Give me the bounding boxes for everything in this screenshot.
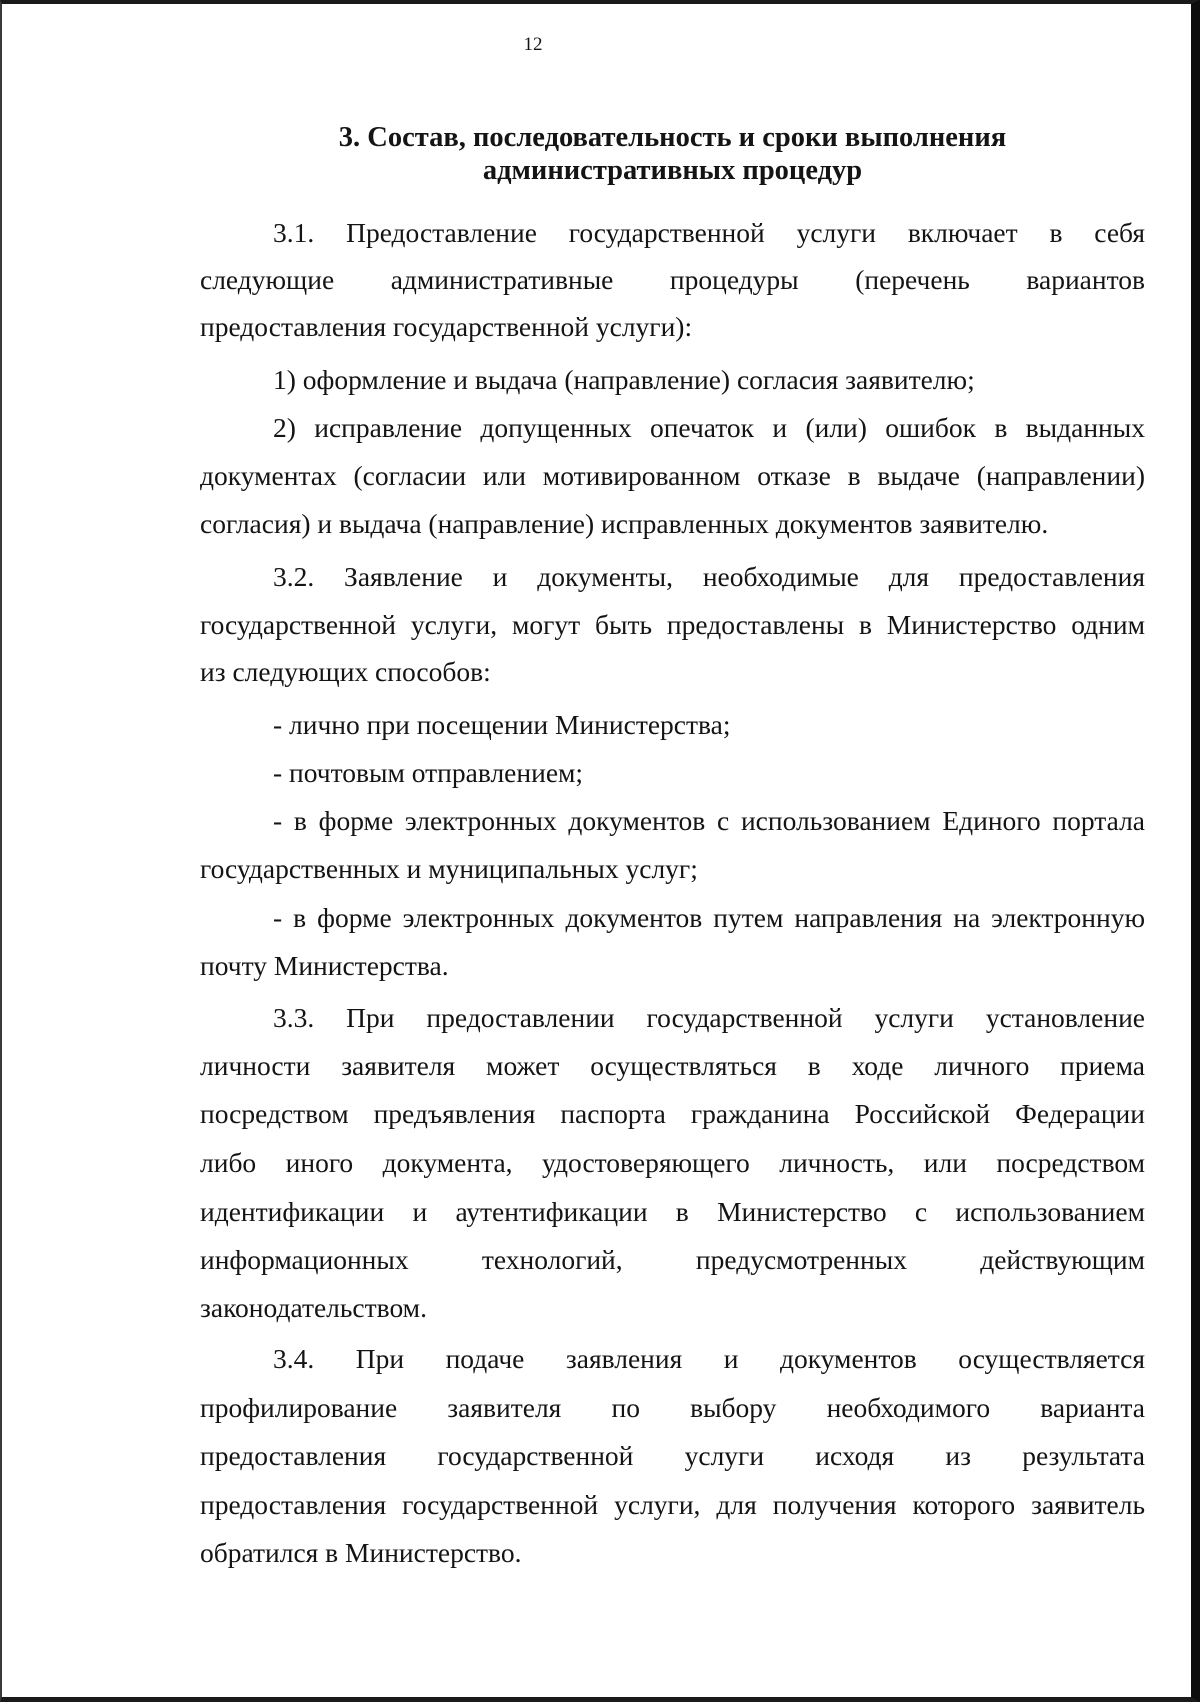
section-title-line-2: административных процедур [482,155,863,186]
paragraph-3-2-line: государственной услуги, могут быть предоставлены в Министерство одним [200,609,1145,640]
paragraph-3-4-line: 3.4. При подаче заявления и документов осуществляется [273,1343,1145,1374]
submission-way-1-line: - лично при посещении Министерства; [273,709,731,740]
paragraph-3-1-line: предоставления государственной услуги): [200,311,693,342]
section-title-line-1: 3. Состав, последовательность и сроки выполнения [338,122,1007,153]
paragraph-3-3-line: либо иного документа, удостоверяющего личность, или посредством [200,1147,1145,1178]
submission-way-2-line: - почтовым отправлением; [273,757,584,788]
submission-way-3-line: - в форме электронных документов с использованием Единого портала [273,805,1145,836]
paragraph-3-3-line: посредством предъявления паспорта гражданина Российской Федерации [200,1098,1145,1129]
list-item-2-line: согласия) и выдача (направление) исправленных документов заявителю. [200,508,1049,539]
document-page [200,4,1145,1706]
paragraph-3-4-line: профилирование заявителя по выбору необходимого варианта [200,1392,1145,1423]
paragraph-3-3-line: 3.3. При предоставлении государственной услуги установление [273,1002,1145,1033]
paragraph-3-3-line: личности заявителя может осуществляться в ходе личного приема [200,1050,1145,1081]
submission-way-3-line: государственных и муниципальных услуг; [200,853,698,884]
paragraph-3-4-line: предоставления государственной услуги исходя из результата [200,1440,1145,1471]
submission-way-4-line: почту Министерства. [200,950,449,981]
paragraph-3-3-line: информационных технологий, предусмотренных действующим [200,1244,1145,1275]
list-item-1-line: 1) оформление и выдача (направление) согласия заявителю; [273,364,975,395]
paragraph-3-1-line: следующие административные процедуры (перечень вариантов [200,264,1145,295]
paragraph-3-4-line: предоставления государственной услуги, для получения которого заявитель [200,1489,1145,1520]
page-number: 12 [523,34,543,55]
paragraph-3-3-line: законодательством. [200,1292,427,1323]
submission-way-4-line: - в форме электронных документов путем направления на электронную [273,902,1145,933]
paragraph-3-4-line: обратился в Министерство. [200,1537,522,1568]
paragraph-3-2-line: из следующих способов: [200,656,491,687]
list-item-2-line: 2) исправление допущенных опечаток и (или) ошибок в выданных [273,412,1145,443]
paragraph-3-3-line: идентификации и аутентификации в Министерство с использованием [200,1196,1145,1227]
list-item-2-line: документах (согласии или мотивированном отказе в выдаче (направлении) [200,460,1145,491]
paragraph-3-1-line: 3.1. Предоставление государственной услуги включает в себя [273,217,1145,248]
paragraph-3-2-line: 3.2. Заявление и документы, необходимые для предоставления [273,561,1145,592]
